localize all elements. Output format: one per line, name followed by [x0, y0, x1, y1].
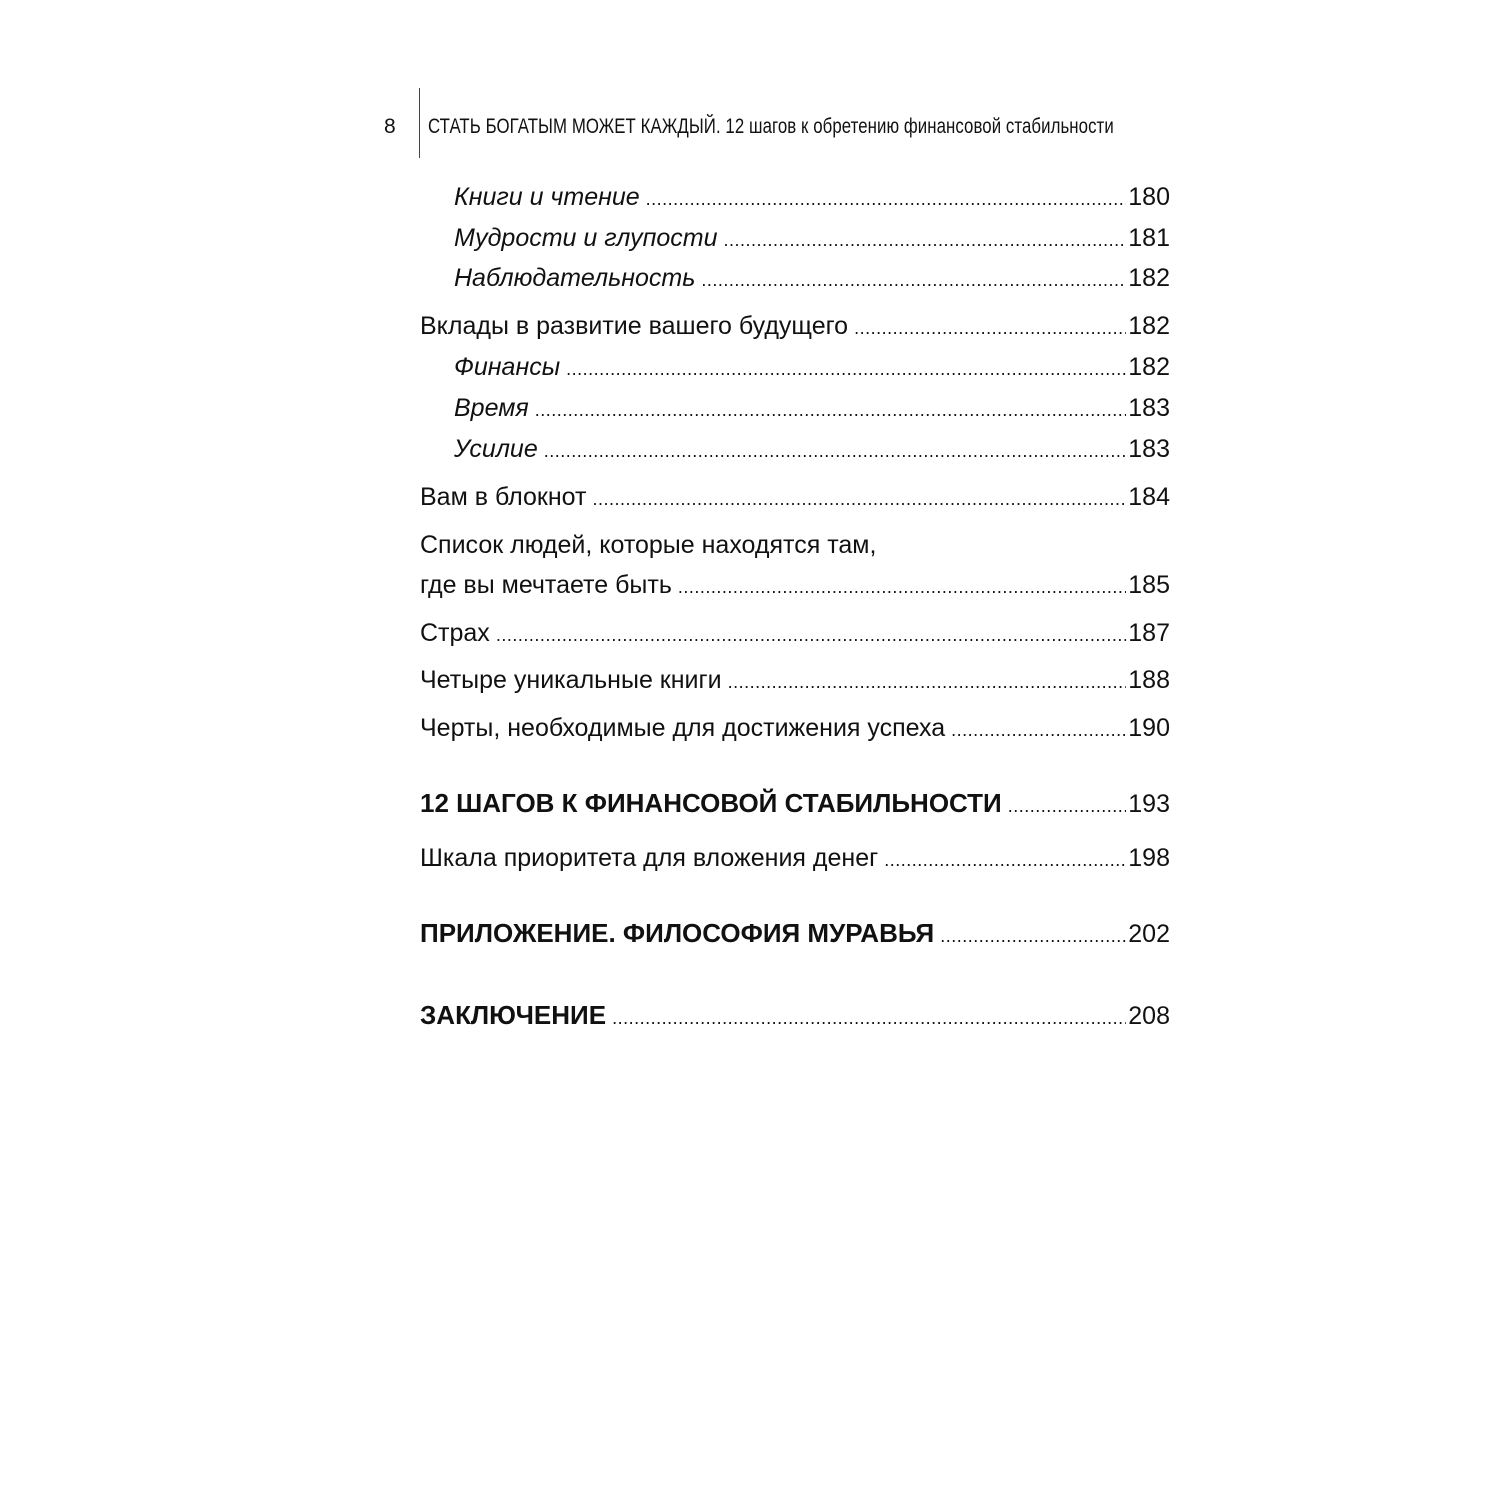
toc-entry[interactable]	[454, 180, 1170, 214]
toc-entry[interactable]	[420, 711, 1170, 745]
toc-entry-page: 187	[1128, 619, 1170, 647]
toc-entry-page: 183	[1128, 394, 1170, 422]
leader-dots	[496, 618, 1126, 652]
leader-dots	[701, 263, 1126, 297]
toc-entry-label: Четыре уникальные книги	[420, 666, 722, 694]
leader-dots	[535, 393, 1127, 427]
toc-entry-page: 202	[1128, 920, 1170, 948]
leader-dots	[612, 1001, 1126, 1035]
toc-entry-label: Книги и чтение	[454, 183, 640, 211]
toc-entry-page: 181	[1128, 224, 1170, 252]
leader-dots	[646, 182, 1127, 216]
toc-entry[interactable]	[420, 663, 1170, 697]
toc-entry-label: ПРИЛОЖЕНИЕ. ФИЛОСОФИЯ МУРАВЬЯ	[420, 918, 935, 948]
toc-entry-page: 208	[1128, 1002, 1170, 1030]
toc-entry-page: 182	[1128, 264, 1170, 292]
toc-entry-label: Усилие	[454, 435, 538, 463]
toc-entry[interactable]	[420, 841, 1170, 875]
toc-entry-label: Шкала приоритета для вложения денег	[420, 844, 879, 872]
toc-entry-page: 180	[1128, 183, 1170, 211]
toc-entry-major[interactable]	[420, 998, 1170, 1032]
toc-entry-label: Наблюдательность	[454, 264, 696, 292]
toc-entry-label: ЗАКЛЮЧЕНИЕ	[420, 1000, 607, 1030]
running-head: СТАТЬ БОГАТЫМ МОЖЕТ КАЖДЫЙ. 12 шагов к обретению финансовой стабильности	[428, 115, 1114, 138]
leader-dots	[678, 570, 1126, 604]
toc-entry-first-line: Список людей, которые находятся там,	[420, 531, 877, 559]
toc-entry[interactable]	[420, 480, 1170, 514]
toc-entry-major[interactable]	[420, 786, 1170, 820]
toc-entry-label: Черты, необходимые для достижения успеха	[420, 714, 946, 742]
toc-entry[interactable]	[420, 309, 1170, 343]
leader-dots	[940, 919, 1126, 953]
leader-dots	[854, 311, 1126, 345]
toc-entry-label: Вам в блокнот	[420, 483, 587, 511]
toc-entry-page: 183	[1128, 435, 1170, 463]
page-number: 8	[384, 115, 396, 138]
toc-entry-label: Вклады в развитие вашего будущего	[420, 312, 849, 340]
leader-dots	[544, 434, 1127, 468]
toc-entry-label: Мудрости и глупости	[454, 224, 718, 252]
toc-entry[interactable]	[454, 350, 1170, 384]
toc-entry[interactable]	[420, 568, 1170, 602]
leader-dots	[728, 665, 1127, 699]
toc-entry-label: Страх	[420, 619, 490, 647]
toc-entry-page: 184	[1128, 483, 1170, 511]
leader-dots	[566, 352, 1126, 386]
toc-entry-label: Время	[454, 394, 529, 422]
toc-entry-page: 193	[1128, 790, 1170, 818]
toc-entry-page: 182	[1128, 353, 1170, 381]
toc-entry-label: где вы мечтаете быть	[420, 571, 672, 599]
toc-entry-page: 185	[1128, 571, 1170, 599]
toc-entry[interactable]	[454, 391, 1170, 425]
toc-entry-page: 188	[1128, 666, 1170, 694]
toc-entry-label: Финансы	[454, 353, 561, 381]
leader-dots	[724, 223, 1127, 257]
leader-dots	[951, 713, 1126, 747]
leader-dots	[884, 843, 1126, 877]
toc-entry-page: 198	[1128, 844, 1170, 872]
leader-dots	[592, 482, 1126, 516]
toc-entry-page: 190	[1128, 714, 1170, 742]
toc-entry[interactable]	[454, 432, 1170, 466]
toc-entry-major[interactable]	[420, 916, 1170, 950]
toc-entry-label: 12 ШАГОВ К ФИНАНСОВОЙ СТАБИЛЬНОСТИ	[420, 788, 1002, 818]
toc-entry[interactable]	[454, 221, 1170, 255]
toc-entry[interactable]	[454, 261, 1170, 295]
toc-entry-page: 182	[1128, 312, 1170, 340]
toc-entry[interactable]	[420, 616, 1170, 650]
leader-dots	[1008, 789, 1127, 823]
table-of-contents	[420, 0, 1170, 1500]
